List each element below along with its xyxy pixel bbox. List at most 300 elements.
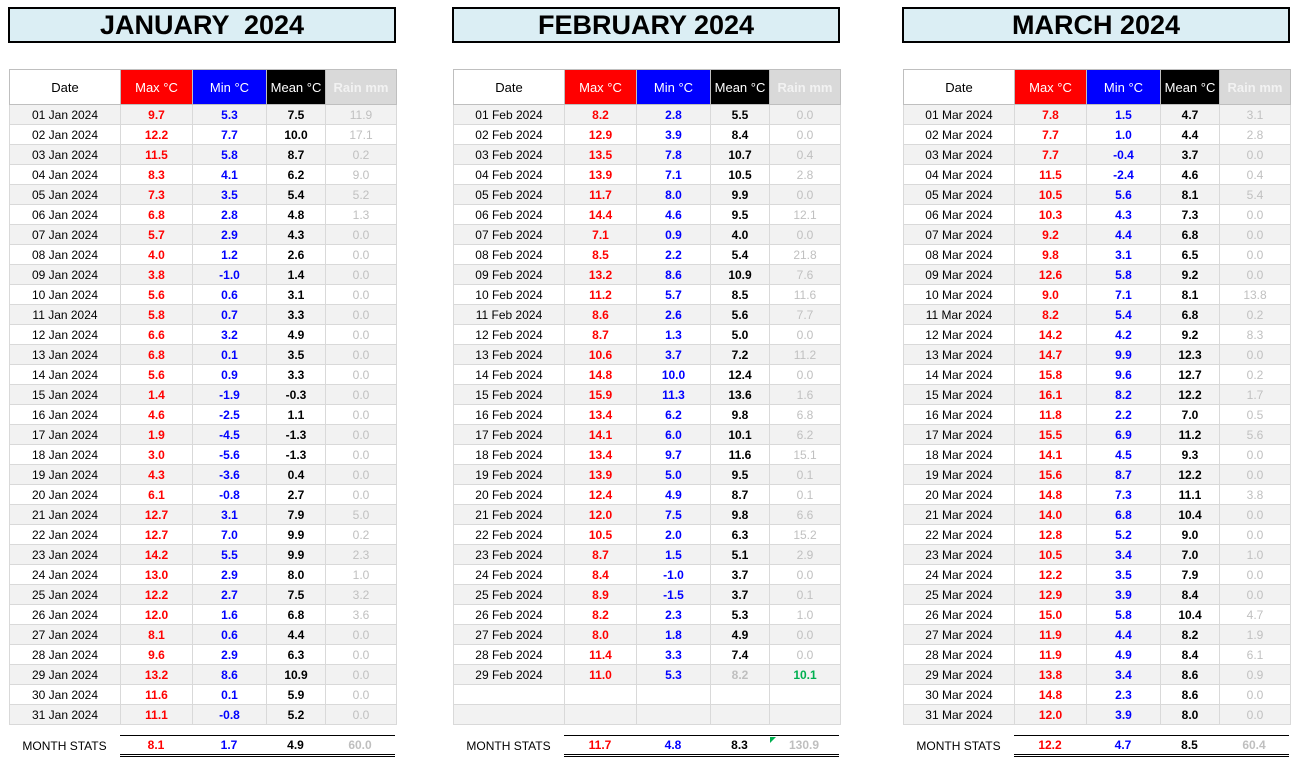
cell-min[interactable]: 1.2 [193, 245, 267, 265]
cell-max[interactable]: 12.7 [121, 525, 193, 545]
stats-mean[interactable]: 8.5 [1160, 735, 1219, 757]
cell-min[interactable]: 0.1 [193, 345, 267, 365]
cell-rain[interactable]: 2.8 [1220, 125, 1291, 145]
cell-date[interactable]: 28 Jan 2024 [10, 645, 121, 665]
cell-min[interactable]: 1.6 [193, 605, 267, 625]
cell-mean[interactable]: 6.8 [1161, 305, 1220, 325]
cell-rain[interactable]: 0.0 [1220, 245, 1291, 265]
cell-min[interactable]: 3.1 [193, 505, 267, 525]
cell-rain[interactable]: 9.0 [326, 165, 397, 185]
header-rain[interactable]: Rain mm [1220, 70, 1291, 105]
cell-date[interactable]: 03 Mar 2024 [904, 145, 1015, 165]
cell-date[interactable]: 13 Jan 2024 [10, 345, 121, 365]
cell-min[interactable]: 0.1 [193, 685, 267, 705]
cell-date[interactable]: 22 Jan 2024 [10, 525, 121, 545]
cell-max[interactable]: 14.8 [1015, 685, 1087, 705]
cell-date[interactable]: 07 Mar 2024 [904, 225, 1015, 245]
cell-rain[interactable]: 0.0 [1220, 585, 1291, 605]
cell-min[interactable]: 8.2 [1087, 385, 1161, 405]
cell-min[interactable]: 1.5 [637, 545, 711, 565]
cell-mean[interactable]: 9.9 [711, 185, 770, 205]
cell-min[interactable]: 8.0 [637, 185, 711, 205]
cell-max[interactable]: 11.9 [1015, 645, 1087, 665]
cell-mean[interactable]: 4.7 [1161, 105, 1220, 125]
cell-mean[interactable]: 8.2 [711, 665, 770, 685]
cell-rain[interactable]: 0.0 [326, 625, 397, 645]
cell-date[interactable]: 14 Feb 2024 [454, 365, 565, 385]
cell-date[interactable]: 31 Jan 2024 [10, 705, 121, 725]
cell-date[interactable]: 01 Jan 2024 [10, 105, 121, 125]
cell-date[interactable]: 27 Feb 2024 [454, 625, 565, 645]
cell-rain[interactable]: 0.4 [1220, 165, 1291, 185]
cell-rain[interactable]: 6.6 [770, 505, 841, 525]
cell-date[interactable]: 15 Feb 2024 [454, 385, 565, 405]
cell-date[interactable]: 08 Feb 2024 [454, 245, 565, 265]
cell-min[interactable]: 0.6 [193, 285, 267, 305]
cell-date[interactable]: 23 Mar 2024 [904, 545, 1015, 565]
cell-min[interactable]: 8.6 [193, 665, 267, 685]
cell-max[interactable]: 12.0 [1015, 705, 1087, 725]
cell-date[interactable]: 29 Mar 2024 [904, 665, 1015, 685]
cell-min[interactable]: 5.8 [1087, 605, 1161, 625]
cell-rain[interactable]: 3.6 [326, 605, 397, 625]
cell-rain[interactable]: 5.2 [326, 185, 397, 205]
cell-min[interactable]: 1.8 [637, 625, 711, 645]
cell-mean[interactable]: 9.2 [1161, 265, 1220, 285]
cell-min[interactable]: 6.8 [1087, 505, 1161, 525]
cell-min[interactable]: 3.3 [637, 645, 711, 665]
cell-min[interactable]: 5.0 [637, 465, 711, 485]
cell-date[interactable]: 05 Feb 2024 [454, 185, 565, 205]
cell-rain[interactable]: 0.0 [1220, 145, 1291, 165]
cell-mean[interactable]: 12.2 [1161, 465, 1220, 485]
cell-min[interactable]: 4.2 [1087, 325, 1161, 345]
cell-date[interactable]: 01 Mar 2024 [904, 105, 1015, 125]
cell-date[interactable] [454, 685, 565, 705]
cell-min[interactable]: 2.2 [1087, 405, 1161, 425]
cell-rain[interactable]: 2.3 [326, 545, 397, 565]
cell-max[interactable]: 11.0 [565, 665, 637, 685]
cell-date[interactable]: 23 Jan 2024 [10, 545, 121, 565]
stats-min[interactable]: 1.7 [192, 735, 266, 757]
cell-min[interactable]: 0.9 [193, 365, 267, 385]
cell-mean[interactable]: 11.6 [711, 445, 770, 465]
cell-date[interactable]: 21 Mar 2024 [904, 505, 1015, 525]
cell-max[interactable]: 9.0 [1015, 285, 1087, 305]
cell-rain[interactable]: 0.2 [326, 525, 397, 545]
cell-mean[interactable]: 3.5 [267, 345, 326, 365]
cell-mean[interactable]: 1.1 [267, 405, 326, 425]
cell-rain[interactable]: 0.0 [326, 285, 397, 305]
cell-max[interactable]: 1.9 [121, 425, 193, 445]
cell-rain[interactable]: 0.0 [326, 485, 397, 505]
cell-rain[interactable]: 12.1 [770, 205, 841, 225]
cell-mean[interactable]: 9.9 [267, 525, 326, 545]
cell-rain[interactable]: 0.0 [326, 425, 397, 445]
cell-min[interactable]: 9.9 [1087, 345, 1161, 365]
cell-rain[interactable]: 15.2 [770, 525, 841, 545]
stats-mean[interactable]: 8.3 [710, 735, 769, 757]
cell-max[interactable]: 15.8 [1015, 365, 1087, 385]
cell-rain[interactable]: 0.0 [1220, 565, 1291, 585]
cell-max[interactable]: 1.4 [121, 385, 193, 405]
cell-date[interactable]: 12 Feb 2024 [454, 325, 565, 345]
cell-date[interactable]: 09 Jan 2024 [10, 265, 121, 285]
cell-min[interactable]: 2.8 [637, 105, 711, 125]
cell-min[interactable]: -3.6 [193, 465, 267, 485]
cell-max[interactable]: 14.7 [1015, 345, 1087, 365]
cell-min[interactable]: 2.0 [637, 525, 711, 545]
cell-mean[interactable]: 7.0 [1161, 545, 1220, 565]
cell-date[interactable]: 02 Jan 2024 [10, 125, 121, 145]
cell-rain[interactable]: 0.0 [1220, 445, 1291, 465]
stats-rain[interactable]: 60.0 [325, 735, 395, 757]
cell-date[interactable]: 11 Mar 2024 [904, 305, 1015, 325]
cell-max[interactable]: 8.7 [565, 325, 637, 345]
cell-mean[interactable]: 4.4 [267, 625, 326, 645]
cell-date[interactable]: 13 Feb 2024 [454, 345, 565, 365]
cell-min[interactable]: 0.9 [637, 225, 711, 245]
cell-mean[interactable]: 6.8 [267, 605, 326, 625]
cell-date[interactable]: 06 Mar 2024 [904, 205, 1015, 225]
cell-rain[interactable]: 1.3 [326, 205, 397, 225]
cell-max[interactable]: 13.9 [565, 165, 637, 185]
cell-rain[interactable]: 7.7 [770, 305, 841, 325]
cell-rain[interactable]: 5.4 [1220, 185, 1291, 205]
cell-mean[interactable]: 10.4 [1161, 605, 1220, 625]
cell-date[interactable]: 27 Mar 2024 [904, 625, 1015, 645]
cell-rain[interactable]: 0.0 [326, 705, 397, 725]
cell-rain[interactable]: 8.3 [1220, 325, 1291, 345]
cell-mean[interactable]: 9.8 [711, 405, 770, 425]
cell-min[interactable]: 7.7 [193, 125, 267, 145]
cell-max[interactable]: 16.1 [1015, 385, 1087, 405]
cell-min[interactable]: -1.0 [637, 565, 711, 585]
cell-rain[interactable]: 0.0 [326, 665, 397, 685]
cell-mean[interactable] [711, 705, 770, 725]
cell-mean[interactable]: 3.1 [267, 285, 326, 305]
cell-date[interactable]: 10 Mar 2024 [904, 285, 1015, 305]
cell-date[interactable]: 26 Mar 2024 [904, 605, 1015, 625]
cell-rain[interactable]: 0.0 [326, 445, 397, 465]
cell-date[interactable]: 28 Mar 2024 [904, 645, 1015, 665]
header-min[interactable]: Min °C [637, 70, 711, 105]
cell-mean[interactable]: 5.6 [711, 305, 770, 325]
cell-mean[interactable]: 8.4 [1161, 645, 1220, 665]
cell-date[interactable]: 24 Jan 2024 [10, 565, 121, 585]
cell-max[interactable]: 11.5 [1015, 165, 1087, 185]
cell-date[interactable]: 22 Mar 2024 [904, 525, 1015, 545]
cell-rain[interactable]: 1.0 [770, 605, 841, 625]
cell-min[interactable]: -0.8 [193, 705, 267, 725]
cell-min[interactable]: 3.9 [1087, 705, 1161, 725]
cell-max[interactable]: 6.8 [121, 205, 193, 225]
cell-min[interactable]: 8.7 [1087, 465, 1161, 485]
stats-min[interactable]: 4.7 [1086, 735, 1160, 757]
cell-mean[interactable]: 5.3 [711, 605, 770, 625]
cell-max[interactable]: 12.7 [121, 505, 193, 525]
header-min[interactable]: Min °C [1087, 70, 1161, 105]
cell-rain[interactable]: 0.1 [770, 465, 841, 485]
cell-date[interactable]: 09 Feb 2024 [454, 265, 565, 285]
cell-date[interactable]: 27 Jan 2024 [10, 625, 121, 645]
cell-rain[interactable]: 0.0 [326, 325, 397, 345]
cell-rain[interactable]: 0.0 [326, 645, 397, 665]
cell-mean[interactable]: 3.7 [711, 565, 770, 585]
cell-min[interactable]: 2.8 [193, 205, 267, 225]
cell-rain[interactable]: 11.6 [770, 285, 841, 305]
cell-rain[interactable]: 0.1 [770, 585, 841, 605]
cell-min[interactable]: 9.7 [637, 445, 711, 465]
cell-min[interactable]: 4.4 [1087, 625, 1161, 645]
cell-date[interactable]: 17 Feb 2024 [454, 425, 565, 445]
header-rain[interactable]: Rain mm [326, 70, 397, 105]
cell-rain[interactable]: 4.7 [1220, 605, 1291, 625]
cell-rain[interactable]: 15.1 [770, 445, 841, 465]
cell-date[interactable]: 25 Feb 2024 [454, 585, 565, 605]
cell-min[interactable]: 5.3 [193, 105, 267, 125]
cell-mean[interactable]: 11.1 [1161, 485, 1220, 505]
cell-date[interactable]: 29 Feb 2024 [454, 665, 565, 685]
cell-mean[interactable]: 6.5 [1161, 245, 1220, 265]
cell-date[interactable]: 20 Mar 2024 [904, 485, 1015, 505]
cell-rain[interactable]: 0.0 [770, 365, 841, 385]
cell-mean[interactable]: 8.1 [1161, 285, 1220, 305]
cell-max[interactable]: 15.9 [565, 385, 637, 405]
stats-rain[interactable]: 60.4 [1219, 735, 1289, 757]
cell-min[interactable]: 1.3 [637, 325, 711, 345]
cell-min[interactable]: 3.5 [1087, 565, 1161, 585]
cell-mean[interactable]: -0.3 [267, 385, 326, 405]
cell-mean[interactable]: 9.3 [1161, 445, 1220, 465]
cell-mean[interactable]: 10.4 [1161, 505, 1220, 525]
cell-min[interactable]: 5.3 [637, 665, 711, 685]
cell-mean[interactable]: 9.5 [711, 465, 770, 485]
cell-min[interactable]: 3.7 [637, 345, 711, 365]
cell-mean[interactable]: 7.5 [267, 585, 326, 605]
cell-date[interactable]: 30 Jan 2024 [10, 685, 121, 705]
cell-max[interactable]: 13.2 [121, 665, 193, 685]
stats-max[interactable]: 8.1 [120, 735, 192, 757]
cell-max[interactable]: 11.9 [1015, 625, 1087, 645]
cell-mean[interactable]: 0.4 [267, 465, 326, 485]
cell-rain[interactable]: 0.0 [1220, 265, 1291, 285]
cell-rain[interactable]: 0.0 [326, 405, 397, 425]
cell-mean[interactable]: 6.3 [711, 525, 770, 545]
cell-max[interactable]: 9.7 [121, 105, 193, 125]
cell-max[interactable]: 14.2 [1015, 325, 1087, 345]
cell-min[interactable]: 9.6 [1087, 365, 1161, 385]
cell-mean[interactable]: 1.4 [267, 265, 326, 285]
cell-max[interactable]: 5.6 [121, 285, 193, 305]
cell-mean[interactable]: 10.5 [711, 165, 770, 185]
cell-max[interactable]: 8.7 [565, 545, 637, 565]
cell-max[interactable]: 8.4 [565, 565, 637, 585]
cell-date[interactable]: 25 Jan 2024 [10, 585, 121, 605]
cell-date[interactable]: 15 Jan 2024 [10, 385, 121, 405]
cell-mean[interactable]: 8.1 [1161, 185, 1220, 205]
cell-min[interactable]: 5.2 [1087, 525, 1161, 545]
cell-mean[interactable]: 6.2 [267, 165, 326, 185]
cell-max[interactable]: 10.5 [565, 525, 637, 545]
cell-rain[interactable]: 0.0 [326, 465, 397, 485]
cell-max[interactable]: 7.7 [1015, 125, 1087, 145]
cell-rain[interactable]: 0.0 [326, 385, 397, 405]
cell-max[interactable]: 14.8 [565, 365, 637, 385]
cell-min[interactable]: -1.5 [637, 585, 711, 605]
cell-rain[interactable]: 5.0 [326, 505, 397, 525]
cell-min[interactable]: 3.1 [1087, 245, 1161, 265]
cell-date[interactable]: 04 Mar 2024 [904, 165, 1015, 185]
cell-mean[interactable]: 3.7 [1161, 145, 1220, 165]
cell-max[interactable]: 8.6 [565, 305, 637, 325]
cell-max[interactable]: 3.8 [121, 265, 193, 285]
cell-rain[interactable]: 6.2 [770, 425, 841, 445]
cell-mean[interactable]: 9.0 [1161, 525, 1220, 545]
cell-max[interactable]: 13.4 [565, 405, 637, 425]
cell-min[interactable]: 0.7 [193, 305, 267, 325]
cell-rain[interactable]: 6.8 [770, 405, 841, 425]
cell-mean[interactable]: 7.0 [1161, 405, 1220, 425]
cell-max[interactable]: 5.6 [121, 365, 193, 385]
cell-max[interactable]: 12.4 [565, 485, 637, 505]
cell-max[interactable]: 9.8 [1015, 245, 1087, 265]
cell-rain[interactable]: 0.0 [770, 325, 841, 345]
cell-date[interactable]: 24 Feb 2024 [454, 565, 565, 585]
cell-date[interactable]: 03 Feb 2024 [454, 145, 565, 165]
header-date[interactable]: Date [454, 70, 565, 105]
cell-max[interactable]: 7.1 [565, 225, 637, 245]
cell-mean[interactable]: -1.3 [267, 425, 326, 445]
cell-min[interactable]: 1.5 [1087, 105, 1161, 125]
cell-min[interactable]: 4.5 [1087, 445, 1161, 465]
cell-rain[interactable]: 0.0 [326, 245, 397, 265]
cell-min[interactable]: 3.4 [1087, 665, 1161, 685]
cell-max[interactable]: 8.2 [1015, 305, 1087, 325]
cell-max[interactable]: 14.8 [1015, 485, 1087, 505]
cell-date[interactable]: 19 Jan 2024 [10, 465, 121, 485]
cell-min[interactable]: -1.9 [193, 385, 267, 405]
cell-date[interactable]: 20 Jan 2024 [10, 485, 121, 505]
cell-date[interactable]: 06 Jan 2024 [10, 205, 121, 225]
header-max[interactable]: Max °C [565, 70, 637, 105]
cell-max[interactable]: 8.2 [565, 105, 637, 125]
cell-min[interactable]: 7.1 [1087, 285, 1161, 305]
cell-mean[interactable]: 5.4 [711, 245, 770, 265]
cell-min[interactable] [637, 705, 711, 725]
cell-min[interactable]: 3.9 [1087, 585, 1161, 605]
cell-max[interactable]: 5.7 [121, 225, 193, 245]
cell-max[interactable]: 10.3 [1015, 205, 1087, 225]
cell-mean[interactable]: 8.6 [1161, 685, 1220, 705]
cell-rain[interactable]: 0.0 [1220, 705, 1291, 725]
cell-max[interactable]: 12.9 [1015, 585, 1087, 605]
cell-mean[interactable]: 4.9 [267, 325, 326, 345]
cell-date[interactable]: 05 Jan 2024 [10, 185, 121, 205]
cell-date[interactable]: 26 Feb 2024 [454, 605, 565, 625]
cell-date[interactable]: 12 Mar 2024 [904, 325, 1015, 345]
cell-min[interactable]: 6.0 [637, 425, 711, 445]
cell-mean[interactable]: 10.0 [267, 125, 326, 145]
cell-min[interactable]: -5.6 [193, 445, 267, 465]
cell-date[interactable]: 14 Mar 2024 [904, 365, 1015, 385]
cell-mean[interactable]: 8.4 [711, 125, 770, 145]
cell-min[interactable]: 2.6 [637, 305, 711, 325]
cell-max[interactable]: 14.4 [565, 205, 637, 225]
cell-rain[interactable]: 0.0 [1220, 345, 1291, 365]
cell-min[interactable]: 6.2 [637, 405, 711, 425]
cell-mean[interactable]: 8.7 [267, 145, 326, 165]
cell-rain[interactable]: 0.0 [770, 105, 841, 125]
cell-rain[interactable]: 2.9 [770, 545, 841, 565]
cell-rain[interactable]: 6.1 [1220, 645, 1291, 665]
cell-date[interactable]: 11 Jan 2024 [10, 305, 121, 325]
cell-max[interactable]: 14.2 [121, 545, 193, 565]
cell-date[interactable]: 31 Mar 2024 [904, 705, 1015, 725]
cell-date[interactable]: 21 Feb 2024 [454, 505, 565, 525]
cell-max[interactable]: 15.6 [1015, 465, 1087, 485]
cell-max[interactable]: 12.6 [1015, 265, 1087, 285]
cell-rain[interactable]: 0.0 [770, 125, 841, 145]
cell-date[interactable]: 26 Jan 2024 [10, 605, 121, 625]
cell-rain[interactable]: 0.0 [326, 305, 397, 325]
cell-mean[interactable]: 5.5 [711, 105, 770, 125]
cell-mean[interactable]: 8.6 [1161, 665, 1220, 685]
cell-rain[interactable]: 1.0 [326, 565, 397, 585]
cell-rain[interactable]: 0.2 [1220, 365, 1291, 385]
cell-max[interactable]: 4.6 [121, 405, 193, 425]
cell-min[interactable]: -1.0 [193, 265, 267, 285]
cell-max[interactable]: 8.1 [121, 625, 193, 645]
cell-rain[interactable]: 17.1 [326, 125, 397, 145]
cell-mean[interactable]: 7.9 [267, 505, 326, 525]
cell-rain[interactable]: 0.0 [770, 565, 841, 585]
cell-min[interactable]: 4.9 [637, 485, 711, 505]
cell-rain[interactable]: 21.8 [770, 245, 841, 265]
cell-mean[interactable]: 10.7 [711, 145, 770, 165]
cell-max[interactable]: 12.9 [565, 125, 637, 145]
cell-min[interactable]: 7.0 [193, 525, 267, 545]
cell-date[interactable]: 16 Jan 2024 [10, 405, 121, 425]
cell-date[interactable]: 18 Mar 2024 [904, 445, 1015, 465]
cell-date[interactable]: 01 Feb 2024 [454, 105, 565, 125]
cell-min[interactable]: 7.3 [1087, 485, 1161, 505]
cell-date[interactable]: 09 Mar 2024 [904, 265, 1015, 285]
cell-rain[interactable]: 13.8 [1220, 285, 1291, 305]
cell-max[interactable]: 11.6 [121, 685, 193, 705]
cell-min[interactable]: 0.6 [193, 625, 267, 645]
cell-date[interactable]: 10 Feb 2024 [454, 285, 565, 305]
cell-date[interactable]: 04 Jan 2024 [10, 165, 121, 185]
header-mean[interactable]: Mean °C [1161, 70, 1220, 105]
cell-max[interactable]: 13.4 [565, 445, 637, 465]
cell-max[interactable]: 14.1 [565, 425, 637, 445]
cell-rain[interactable]: 3.8 [1220, 485, 1291, 505]
cell-max[interactable]: 14.0 [1015, 505, 1087, 525]
cell-rain[interactable]: 0.0 [326, 345, 397, 365]
cell-mean[interactable]: -1.3 [267, 445, 326, 465]
cell-max[interactable]: 6.1 [121, 485, 193, 505]
cell-min[interactable]: 2.3 [637, 605, 711, 625]
cell-max[interactable]: 12.8 [1015, 525, 1087, 545]
cell-date[interactable]: 16 Feb 2024 [454, 405, 565, 425]
cell-rain[interactable]: 0.0 [1220, 505, 1291, 525]
cell-date[interactable]: 11 Feb 2024 [454, 305, 565, 325]
cell-min[interactable]: 4.4 [1087, 225, 1161, 245]
cell-max[interactable]: 15.5 [1015, 425, 1087, 445]
cell-date[interactable]: 30 Mar 2024 [904, 685, 1015, 705]
cell-min[interactable]: 2.9 [193, 225, 267, 245]
